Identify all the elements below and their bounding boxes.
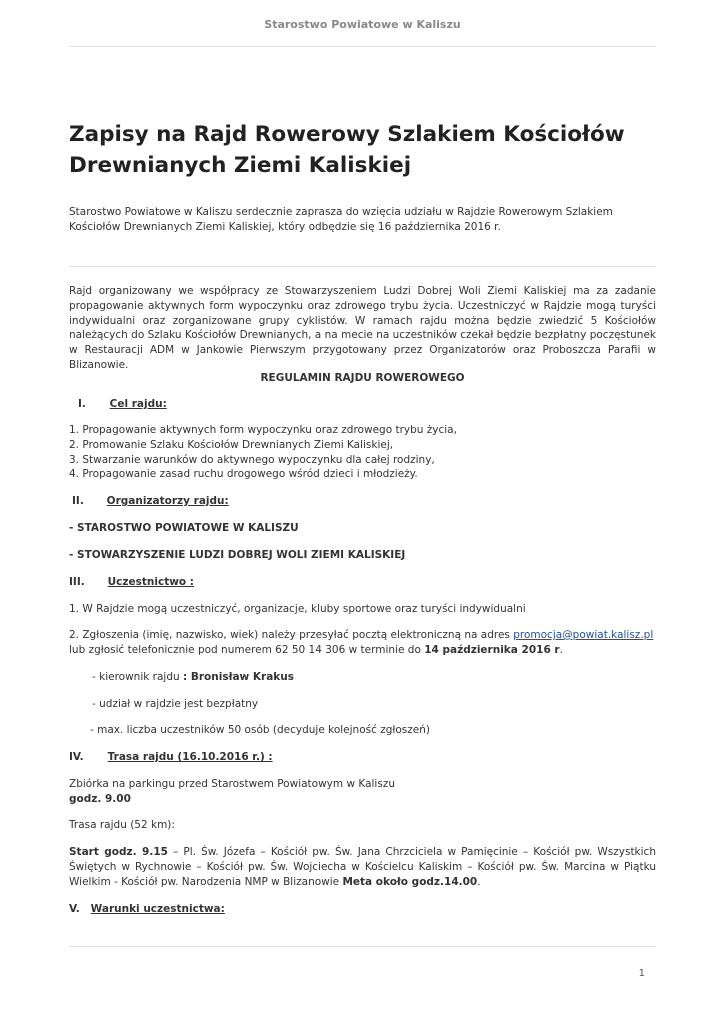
list-item: 4. Propagowanie zasad ruchu drogowego wśród dzieci i młodzieży. — [69, 468, 418, 481]
max-participants-line: - max. liczba uczestników 50 osób (decyduje kolejność zgłoszeń) — [90, 724, 430, 736]
section-3-number: III. — [69, 576, 85, 588]
registration-text: 2. Zgłoszenia (imię, nazwisko, wiek) należy przesyłać pocztą elektroniczną na adres — [69, 629, 514, 641]
list-item: 3. Stwarzanie warunków do aktywnego wypoczynku dla całej rodziny, — [69, 453, 435, 466]
route-end: . — [477, 875, 481, 888]
section-2-title: Organizatorzy rajdu: — [106, 495, 229, 507]
section-5-number: V. — [69, 903, 80, 915]
header-divider — [69, 46, 656, 47]
section-4-number: IV. — [69, 751, 84, 763]
section-3-heading — [69, 575, 656, 590]
gathering-info — [69, 777, 656, 807]
section-2-heading — [69, 494, 656, 509]
page-header: Starostwo Powiatowe w Kaliszu — [264, 18, 461, 31]
email-link[interactable]: promocja@powiat.kalisz.pl — [513, 629, 654, 641]
page-title-line2: Drewnianych Ziemi Kaliskiej — [69, 153, 412, 178]
organizer-2: - STOWARZYSZENIE LUDZI DOBREJ WOLI ZIEMI KALISKIEJ — [69, 549, 406, 561]
leader-name: : Bronisław Krakus — [183, 671, 295, 683]
route-label: Trasa rajdu (52 km): — [69, 819, 175, 831]
leader-line — [69, 670, 656, 685]
list-item: 1. Propagowanie aktywnych form wypoczynku oraz zdrowego trybu życia, — [69, 424, 457, 436]
list-item: 2. Promowanie Szlaku Kościołów Drewnianych Ziemi Kaliskiej, — [69, 438, 394, 451]
route-finish: Meta około godz.14.00 — [342, 875, 478, 888]
section-4-title: Trasa rajdu (16.10.2016 r.) : — [107, 751, 273, 763]
gathering-place: Zbiórka na parkingu przed Starostwem Powiatowym w Kaliszu — [69, 778, 395, 790]
leader-label: - kierownik rajdu — [92, 671, 183, 683]
section-2-number: II. — [72, 495, 84, 507]
section-1-list — [69, 423, 656, 482]
page-title — [69, 119, 659, 181]
route-start: Start godz. 9.15 — [69, 846, 168, 858]
section-1-number: I. — [78, 398, 86, 410]
participation-point-2 — [69, 628, 656, 658]
lead-divider — [69, 266, 656, 267]
page-title-line1: Zapisy na Rajd Rowerowy Szlakiem Kościołów — [69, 122, 625, 147]
registration-phone-text: lub zgłosić telefonicznie pod numerem 62 50 14 306 w terminie do — [69, 643, 425, 656]
section-5-heading — [69, 902, 656, 917]
registration-end: . — [559, 643, 563, 656]
registration-deadline: 14 października 2016 r — [424, 643, 560, 656]
section-3-title: Uczestnictwo : — [107, 576, 194, 588]
participation-point-1: 1. W Rajdzie mogą uczestniczyć, organizacje, kluby sportowe oraz turyści indywidualni — [69, 603, 526, 615]
free-participation-line: - udział w rajdzie jest bezpłatny — [92, 698, 259, 710]
lead-paragraph: Starostwo Powiatowe w Kaliszu serdecznie zaprasza do wzięcia udziału w Rajdzie Rowerowym Szlakiem Kościołów Drewnianych Ziemi Kaliskiej, który odbędzie się 16 października 2016 r. — [69, 206, 613, 233]
section-1-heading — [69, 397, 656, 412]
page-number: 1 — [638, 968, 645, 979]
regulamin-heading: REGULAMIN RAJDU ROWEROWEGO — [260, 372, 465, 384]
section-5-title: Warunki uczestnictwa: — [90, 903, 225, 915]
intro-paragraph: Rajd organizowany we współpracy ze Stowarzyszeniem Ludzi Dobrej Woli Ziemi Kaliskiej ma za zadanie propagowanie aktywnych form wypoczynku oraz zdrowego trybu życia. Uczestniczyć w Rajdzie mogą turyści indywidualni oraz zorganizowane grupy cyklistów. W ramach rajdu można będzie zwiedzić 5 Kościołów należących do Szlaku Kościołów Drewnianych, a na mecie na uczestników czekał będzie bezpłatny poczęstunek w Restauracji ADM w Jankowie Pierwszym przygotowany przez Organizatorów oraz Proboszcza Parafii w Blizanowie. — [69, 285, 656, 371]
section-1-title: Cel rajdu: — [109, 398, 167, 410]
section-4-heading — [69, 750, 656, 765]
gathering-time: godz. 9.00 — [69, 792, 131, 805]
route-description — [69, 845, 656, 889]
organizer-1: - STAROSTWO POWIATOWE W KALISZU — [69, 522, 299, 534]
route-text: – Pl. Św. Józefa – Kościół pw. Św. Jana Chrzciciela w Pamięcinie – Kościół pw. Wszystkich Świętych w Rychnowie – Kościół pw. Św. Wojciecha w Kościelcu Kaliskim – Kościół pw. Św. Marcina w Piątku Wielkim - Kościół pw. Narodzenia NMP w Blizanowie — [69, 846, 656, 888]
footer-divider — [69, 946, 656, 947]
